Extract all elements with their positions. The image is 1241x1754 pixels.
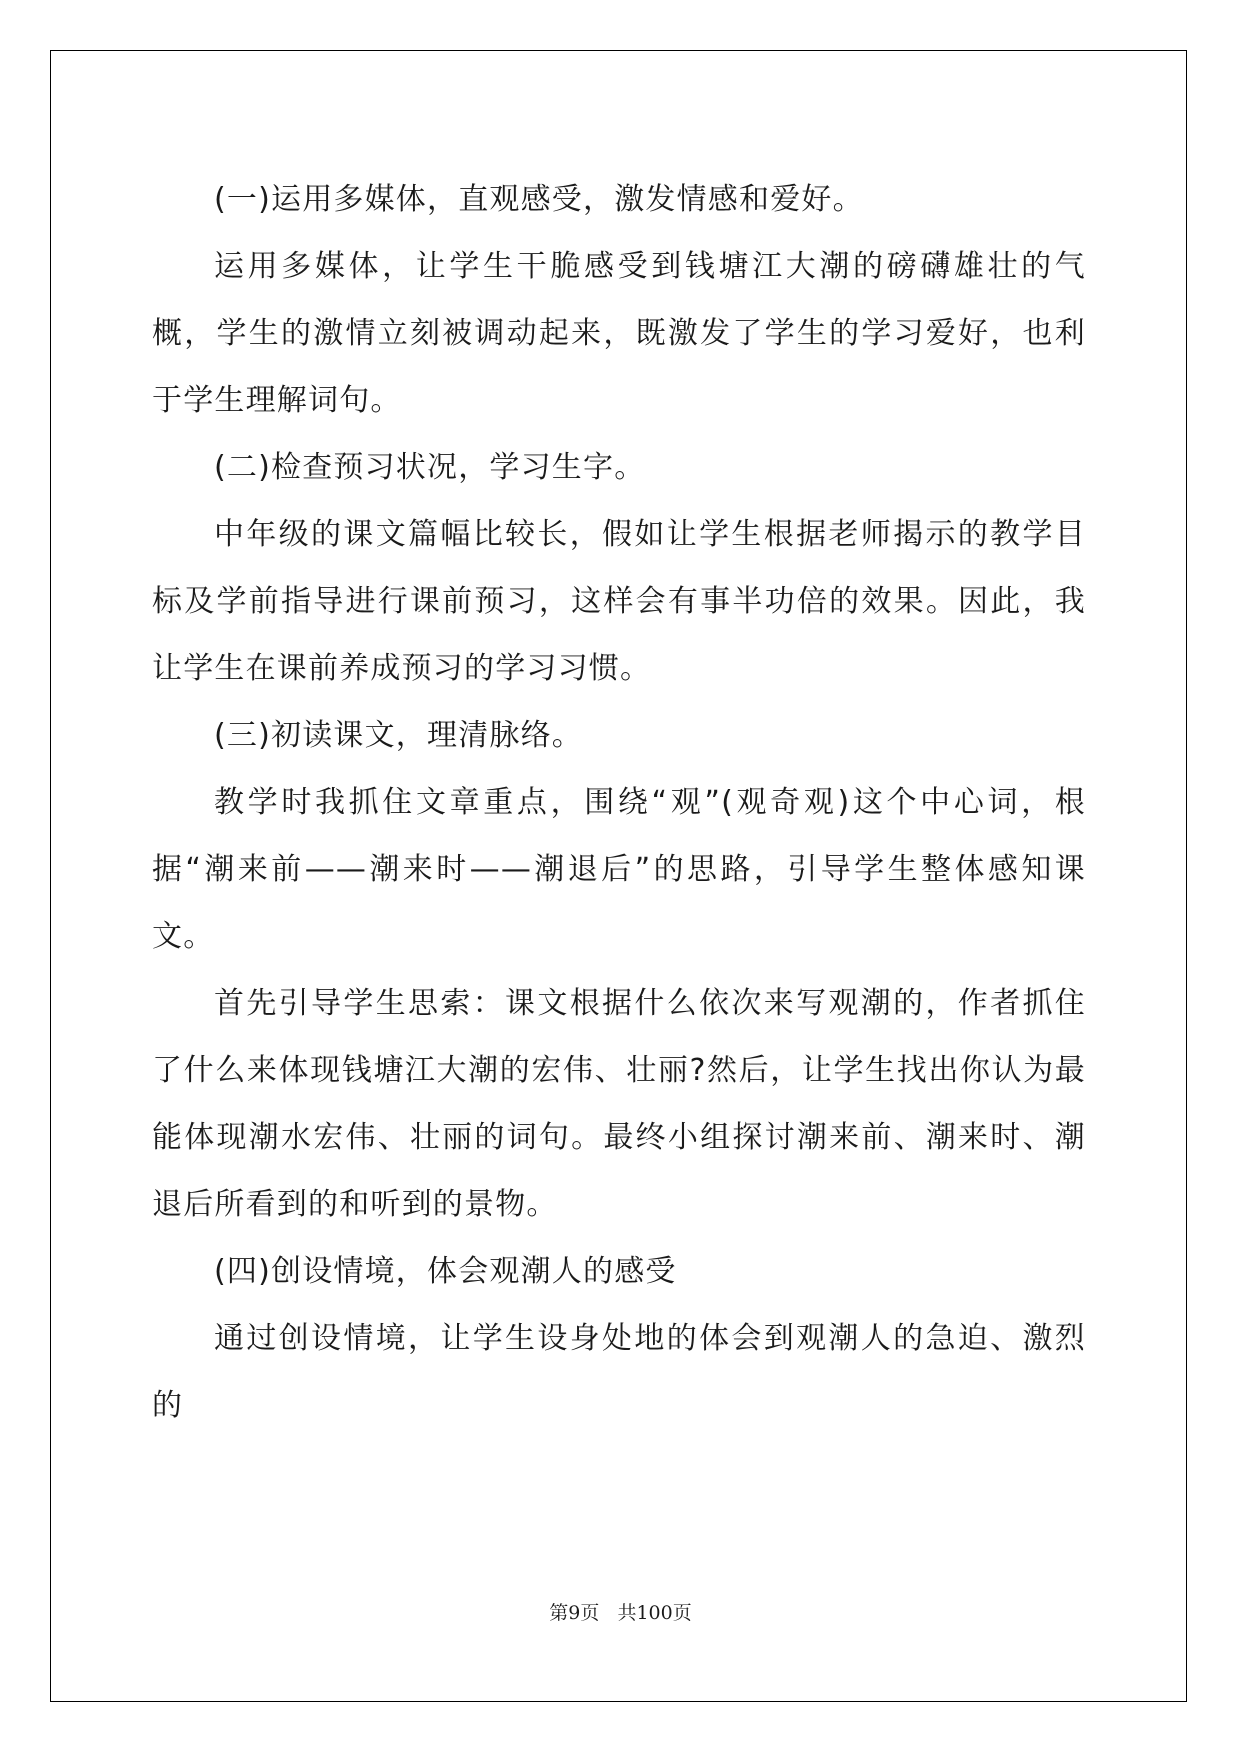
- section-heading-3: (三)初读课文，理清脉络。: [214, 718, 584, 753]
- document-body: [152, 166, 1086, 1439]
- section-heading-4: (四)创设情境，体会观潮人的感受: [214, 1254, 677, 1289]
- section-heading-1: (一)运用多媒体，直观感受，激发情感和爱好。: [214, 182, 864, 217]
- paragraph-1: 运用多媒体，让学生干脆感受到钱塘江大潮的磅礴雄壮的气概，学生的激情立刻被调动起来，既激发了学生的学习爱好，也利于学生理解词句。: [152, 249, 1086, 418]
- paragraph-3: 教学时我抓住文章重点，围绕“观”(观奇观)这个中心词，根据“潮来前——潮来时——潮退后”的思路，引导学生整体感知课文。: [152, 785, 1086, 954]
- section-heading-2: (二)检查预习状况，学习生字。: [214, 450, 646, 485]
- paragraph-5: 通过创设情境，让学生设身处地的体会到观潮人的急迫、激烈的: [152, 1321, 1086, 1423]
- page-number-footer: 第9页 共100页: [549, 1602, 692, 1624]
- paragraph-2: 中年级的课文篇幅比较长，假如让学生根据老师揭示的教学目标及学前指导进行课前预习，这样会有事半功倍的效果。因此，我让学生在课前养成预习的学习习惯。: [152, 517, 1086, 686]
- paragraph-4: 首先引导学生思索：课文根据什么依次来写观潮的，作者抓住了什么来体现钱塘江大潮的宏伟、壮丽?然后，让学生找出你认为最能体现潮水宏伟、壮丽的词句。最终小组探讨潮来前、潮来时、潮退后所看到的和听到的景物。: [152, 986, 1086, 1222]
